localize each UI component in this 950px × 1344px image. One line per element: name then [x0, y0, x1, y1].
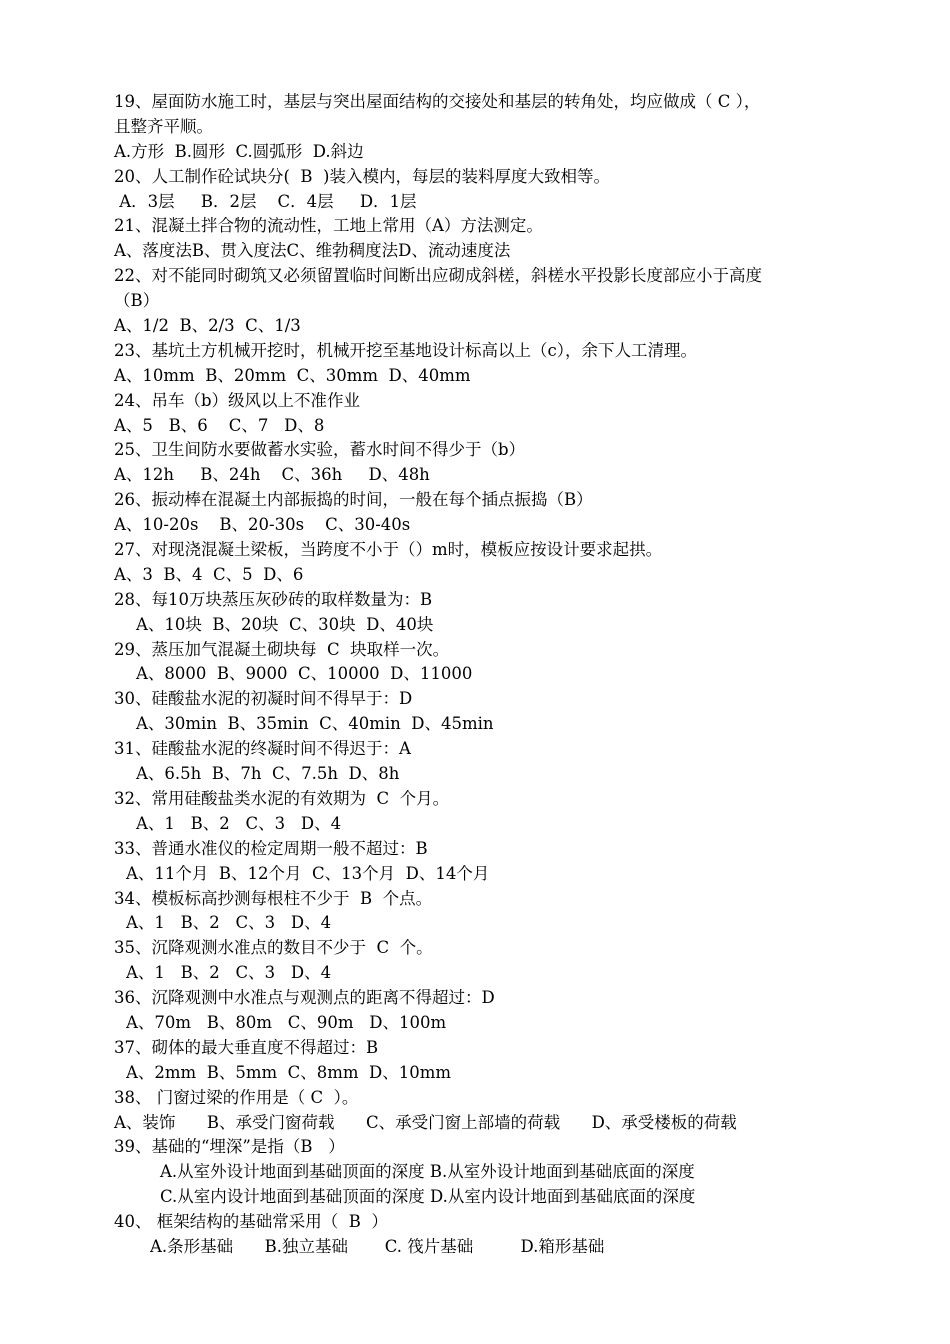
question-35-options: A、1 B、2 C、3 D、4 — [126, 963, 332, 983]
question-34-stem: 34、模板标高抄测每根柱不少于 B 个点。 — [114, 888, 433, 908]
question-27-options: A、3 B、4 C、5 D、6 — [114, 564, 304, 584]
question-30-stem: 30、硅酸盐水泥的初凝时间不得早于：D — [114, 689, 413, 709]
question-25-options: A、12h B、24h C、36h D、48h — [114, 465, 430, 485]
question-33-options: A、11个月 B、12个月 C、13个月 D、14个月 — [126, 863, 490, 883]
question-25-stem: 25、卫生间防水要做蓄水实验，蓄水时间不得少于（b） — [114, 440, 526, 460]
question-29-options: A、8000 B、9000 C、10000 D、11000 — [136, 664, 473, 684]
question-29-stem: 29、蒸压加气混凝土砌块每 C 块取样一次。 — [114, 639, 450, 659]
question-39-stem: 39、基础的“埋深”是指（B ） — [114, 1137, 345, 1157]
question-21-options: A、落度法B、贯入度法C、维勃稠度法D、流动速度法 — [114, 241, 511, 261]
question-36-stem: 36、沉降观测中水准点与观测点的距离不得超过：D — [114, 988, 495, 1008]
question-30-options: A、30min B、35min C、40min D、45min — [136, 714, 494, 734]
question-31-stem: 31、硅酸盐水泥的终凝时间不得迟于：A — [114, 739, 411, 759]
question-39-options-ab: A.从室外设计地面到基础顶面的深度 B.从室外设计地面到基础底面的深度 — [160, 1162, 695, 1182]
question-40-options: A.条形基础 B.独立基础 C. 筏片基础 D.箱形基础 — [150, 1236, 605, 1256]
question-27-stem: 27、对现浇混凝土梁板，当跨度不小于（）m时，模板应按设计要求起拱。 — [114, 540, 663, 560]
question-23-options: A、10mm B、20mm C、30mm D、40mm — [114, 365, 471, 385]
question-31-options: A、6.5h B、7h C、7.5h D、8h — [136, 764, 400, 784]
question-24-options: A、5 B、6 C、7 D、8 — [114, 415, 325, 435]
question-35-stem: 35、沉降观测水准点的数目不少于 C 个。 — [114, 938, 433, 958]
question-19-stem-continued: 且整齐平顺。 — [114, 116, 213, 136]
question-33-stem: 33、普通水准仪的检定周期一般不超过：B — [114, 838, 428, 858]
question-19-options: A.方形 B.圆形 C.圆弧形 D.斜边 — [114, 141, 364, 161]
question-26-stem: 26、振动棒在混凝土内部振捣的时间，一般在每个插点振捣（B） — [114, 490, 593, 510]
question-20-stem: 20、人工制作砼试块分( B )装入模内，每层的装料厚度大致相等。 — [114, 166, 610, 186]
question-19-stem: 19、屋面防水施工时，基层与突出屋面结构的交接处和基层的转角处，均应做成（ C ）， — [114, 92, 761, 111]
question-26-options: A、10-20s B、20-30s C、30-40s — [114, 515, 411, 535]
document-page — [114, 90, 874, 1260]
question-32-options: A、1 B、2 C、3 D、4 — [136, 813, 342, 833]
question-21-stem: 21、混凝土拌合物的流动性，工地上常用（A）方法测定。 — [114, 216, 543, 236]
question-32-stem: 32、常用硅酸盐类水泥的有效期为 C 个月。 — [114, 788, 450, 808]
question-38-stem: 38、 门窗过梁的作用是（ C ）。 — [114, 1087, 359, 1107]
question-28-stem: 28、每10万块蒸压灰砂砖的取样数量为：B — [114, 589, 433, 609]
question-22-answer: （B） — [114, 291, 160, 311]
question-39-options-cd: C.从室内设计地面到基础顶面的深度 D.从室内设计地面到基础底面的深度 — [160, 1187, 696, 1207]
question-22-stem: 22、对不能同时砌筑又必须留置临时间断出应砌成斜槎，斜槎水平投影长度部应小于高度 — [114, 266, 762, 286]
question-40-stem: 40、 框架结构的基础常采用（ B ） — [114, 1212, 388, 1232]
question-23-stem: 23、基坑土方机械开挖时，机械开挖至基地设计标高以上（c），余下人工清理。 — [114, 340, 697, 360]
question-28-options: A、10块 B、20块 C、30块 D、40块 — [136, 614, 434, 634]
question-24-stem: 24、吊车（b）级风以上不准作业 — [114, 390, 361, 410]
question-37-options: A、2mm B、5mm C、8mm D、10mm — [126, 1062, 452, 1082]
question-34-options: A、1 B、2 C、3 D、4 — [126, 913, 332, 933]
question-37-stem: 37、砌体的最大垂直度不得超过：B — [114, 1037, 379, 1057]
question-38-options: A、装饰 B、承受门窗荷载 C、承受门窗上部墙的荷载 D、承受楼板的荷载 — [114, 1112, 737, 1132]
question-22-options: A、1/2 B、2/3 C、1/3 — [114, 316, 301, 336]
question-36-options: A、70m B、80m C、90m D、100m — [126, 1012, 447, 1032]
question-20-options: A．3层 B．2层 C．4层 D．1层 — [114, 191, 417, 211]
